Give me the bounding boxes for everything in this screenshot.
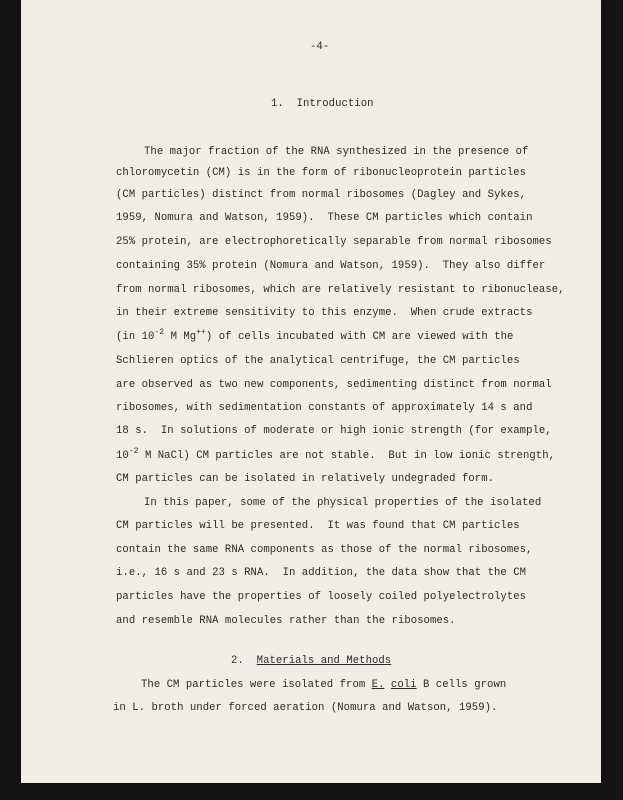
text-segment: The CM particles were isolated from [141, 679, 372, 691]
superscript: -2 [128, 447, 139, 456]
text-segment: ) of cells incubated with CM are viewed with the [205, 331, 514, 343]
section-title: Materials and Methods [256, 655, 392, 667]
text-line: from normal ribosomes, which are relatively resistant to ribonuclease, [116, 284, 565, 296]
text-segment: (in 10 [116, 331, 155, 343]
genus-name: E. [371, 679, 385, 691]
text-line: containing 35% protein (Nomura and Watson, 1959). They also differ [116, 260, 546, 272]
text-line: particles have the properties of loosely coiled polyelectrolytes [116, 591, 527, 603]
text-line: The major fraction of the RNA synthesized in the presence of [144, 146, 529, 158]
text-segment: B cells grown [416, 679, 507, 691]
text-line: i.e., 16 s and 23 s RNA. In addition, the data show that the CM [116, 567, 527, 579]
superscript: ++ [196, 328, 206, 337]
text-segment: M NaCl) CM particles are not stable. But in low ionic strength, [138, 450, 556, 462]
text-line: 18 s. In solutions of moderate or high ionic strength (for example, [116, 425, 552, 437]
text-line: ribosomes, with sedimentation constants of approximately 14 s and [116, 402, 533, 414]
section-heading-materials-methods [231, 655, 391, 668]
page-number: -4- [310, 41, 330, 53]
species-name: coli [390, 679, 417, 691]
section-heading-introduction: 1. Introduction [271, 98, 374, 110]
text-line: 1959, Nomura and Watson, 1959). These CM particles which contain [116, 212, 533, 224]
text-line: in L. broth under forced aeration (Nomura and Watson, 1959). [113, 702, 498, 714]
document-page [21, 0, 601, 783]
text-line: contain the same RNA components as those of the normal ribosomes, [116, 544, 533, 556]
text-line: are observed as two new components, sedimenting distinct from normal [116, 379, 552, 391]
text-segment: M Mg [164, 331, 197, 343]
text-segment: 10 [116, 450, 129, 462]
section-number: 2. [231, 655, 244, 667]
text-line [141, 679, 506, 692]
text-line-with-superscript [116, 447, 556, 463]
text-line: CM particles will be presented. It was found that CM particles [116, 520, 520, 532]
text-line: CM particles can be isolated in relatively undegraded form. [116, 473, 495, 485]
text-line: 25% protein, are electrophoretically separable from normal ribosomes [116, 236, 552, 248]
text-line: chloromycetin (CM) is in the form of ribonucleoprotein particles [116, 167, 527, 179]
text-line: and resemble RNA molecules rather than the ribosomes. [116, 615, 456, 627]
superscript: -2 [154, 328, 165, 337]
text-line: (CM particles) distinct from normal ribosomes (Dagley and Sykes, [116, 189, 527, 201]
text-line: Schlieren optics of the analytical centrifuge, the CM particles [116, 355, 520, 367]
text-line: In this paper, some of the physical properties of the isolated [144, 497, 542, 509]
text-line: in their extreme sensitivity to this enzyme. When crude extracts [116, 307, 533, 319]
text-line-with-superscripts [116, 328, 514, 344]
